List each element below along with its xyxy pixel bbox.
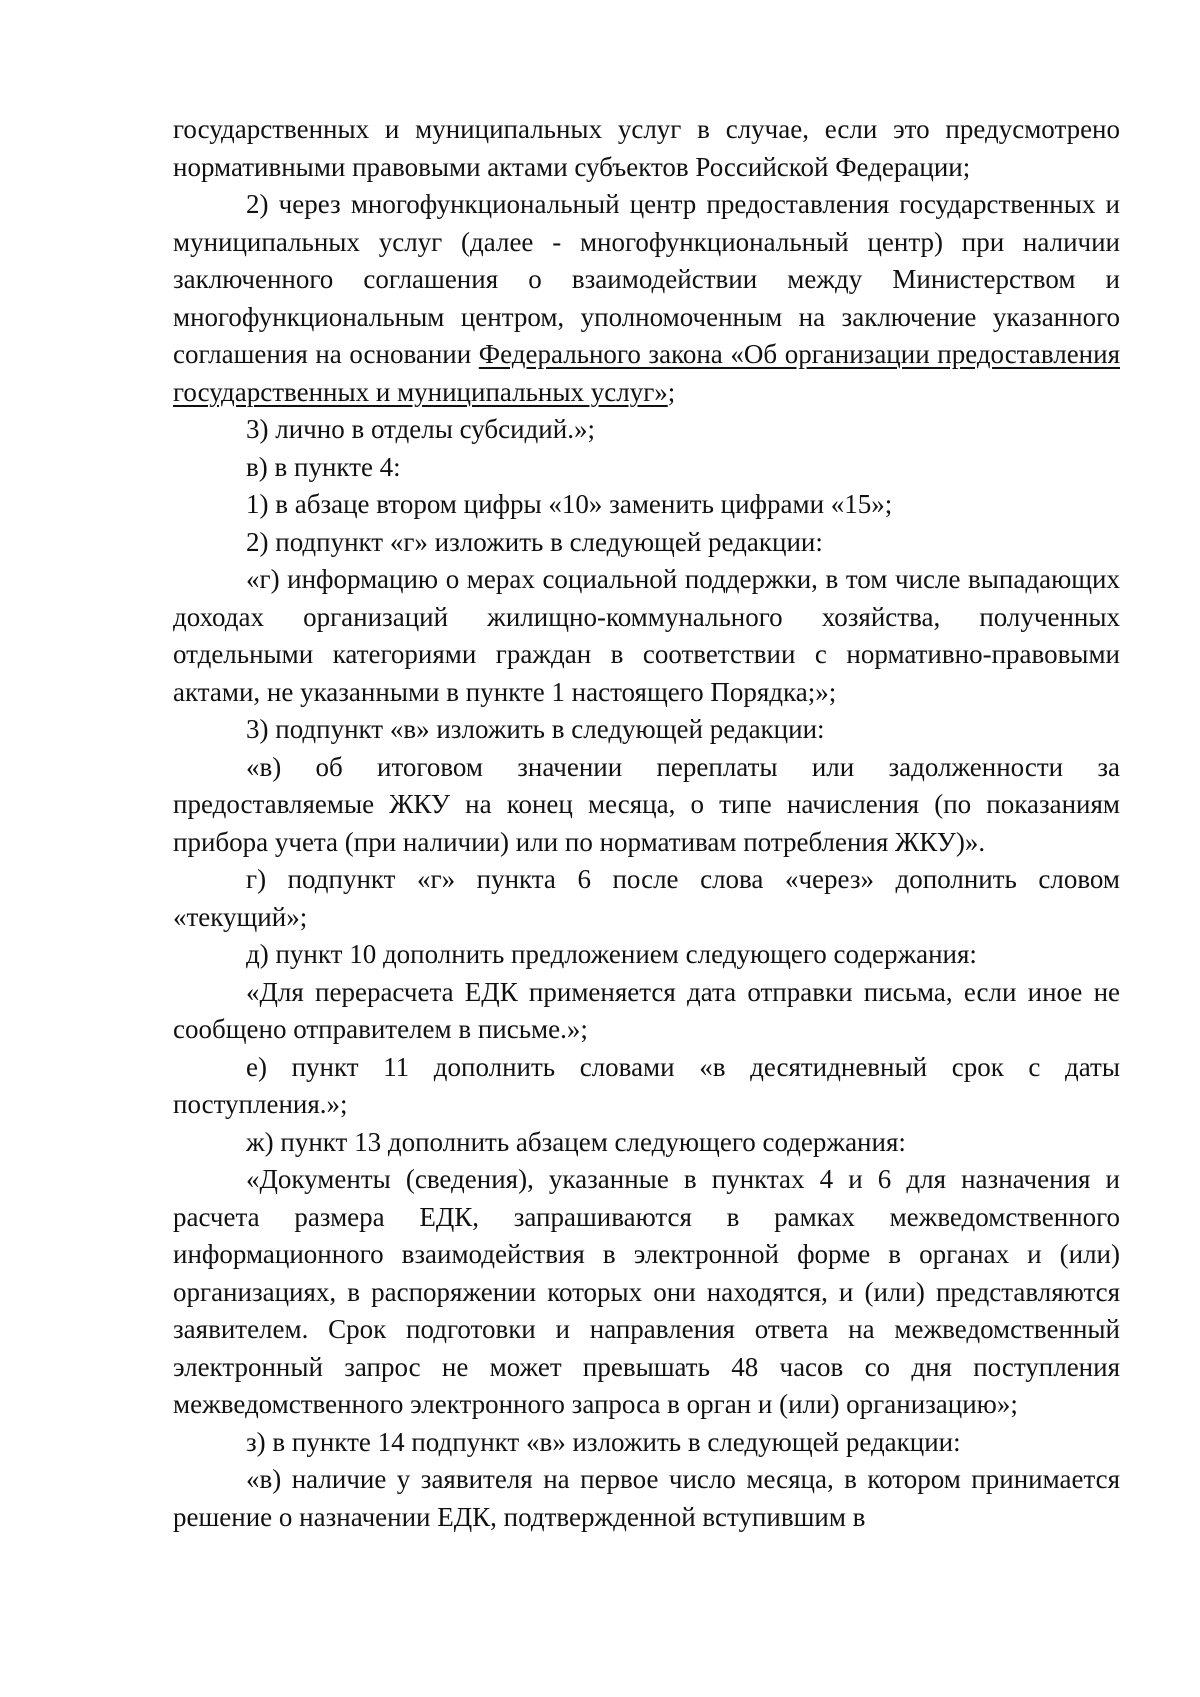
paragraph-text-end: ;: [667, 376, 676, 407]
paragraph-continuation: государственных и муниципальных услуг в случае, если это предусмотрено нормативными правовыми актами субъектов Российской Федерации;: [173, 114, 1120, 182]
paragraph-quote-recalc: «Для перерасчета ЕДК применяется дата отправки письма, если иное не сообщено отправителем в письме.»;: [173, 976, 1120, 1044]
paragraph-amendment-1: 1) в абзаце втором цифры «10» заменить цифрами «15»;: [246, 489, 893, 519]
paragraph-subitem-v: в) в пункте 4:: [246, 451, 401, 482]
paragraph-quote-v: «в) об итоговом значении переплаты или задолженности за предоставляемые ЖКУ на конец месяца, о типе начисления (по показаниям прибора учета (при наличии) или по нормативам потребления ЖКУ)».: [173, 751, 1120, 857]
paragraph-quote-g: «г) информацию о мерах социальной поддержки, в том числе выпадающих доходах организаций жилищно-коммунального хозяйства, полученных отдельными категориями граждан в соответствии с нормативно-правовыми актами, не указанными в пункте 1 настоящего Порядка;»;: [173, 564, 1120, 707]
paragraph-subitem-e: е) пункт 11 дополнить словами «в десятидневный срок с даты поступления.»;: [173, 1051, 1120, 1119]
paragraph-subitem-g: г) подпункт «г» пункта 6 после слова «через» дополнить словом «текущий»;: [173, 864, 1120, 932]
paragraph-quote-availability: «в) наличие у заявителя на первое число месяца, в котором принимается решение о назначении ЕДК, подтвержденной вступившим в: [173, 1464, 1120, 1532]
federal-law-link[interactable]: Федерального закона «Об организации предоставления государственных и муниципальных услуг»: [173, 339, 1120, 407]
document-page: [173, 111, 1120, 1536]
paragraph-subitem-d: д) пункт 10 дополнить предложением следующего содержания:: [246, 939, 977, 969]
paragraph-amendment-3: 3) подпункт «в» изложить в следующей редакции:: [246, 714, 825, 744]
paragraph-item-2-mfc: [173, 186, 1120, 411]
paragraph-item-3-personal: 3) лично в отделы субсидий.»;: [246, 414, 595, 444]
paragraph-subitem-zh: ж) пункт 13 дополнить абзацем следующего содержания:: [246, 1126, 906, 1157]
paragraph-amendment-2: 2) подпункт «г» изложить в следующей редакции:: [246, 526, 823, 557]
paragraph-text: 2) через многофункциональный центр предоставления государственных и муниципальных услуг (далее - многофункциональный центр) при наличии заключенного соглашения о взаимодействии между Министерством и многофункциональным центром, уполномоченным на заключение указанного соглашения на основании: [173, 189, 1120, 369]
paragraph-quote-documents: «Документы (сведения), указанные в пунктах 4 и 6 для назначения и расчета размера ЕДК, запрашиваются в рамках межведомственного информационного взаимодействия в электронной форме в органах и (или) организациях, в распоряжении которых они находятся, и (или) представляются заявителем. Срок подготовки и направления ответа на межведомственный электронный запрос не может превышать 48 часов со дня поступления межведомственного электронного запроса в орган и (или) организацию»;: [173, 1164, 1120, 1419]
paragraph-subitem-z: з) в пункте 14 подпункт «в» изложить в следующей редакции:: [246, 1426, 961, 1457]
